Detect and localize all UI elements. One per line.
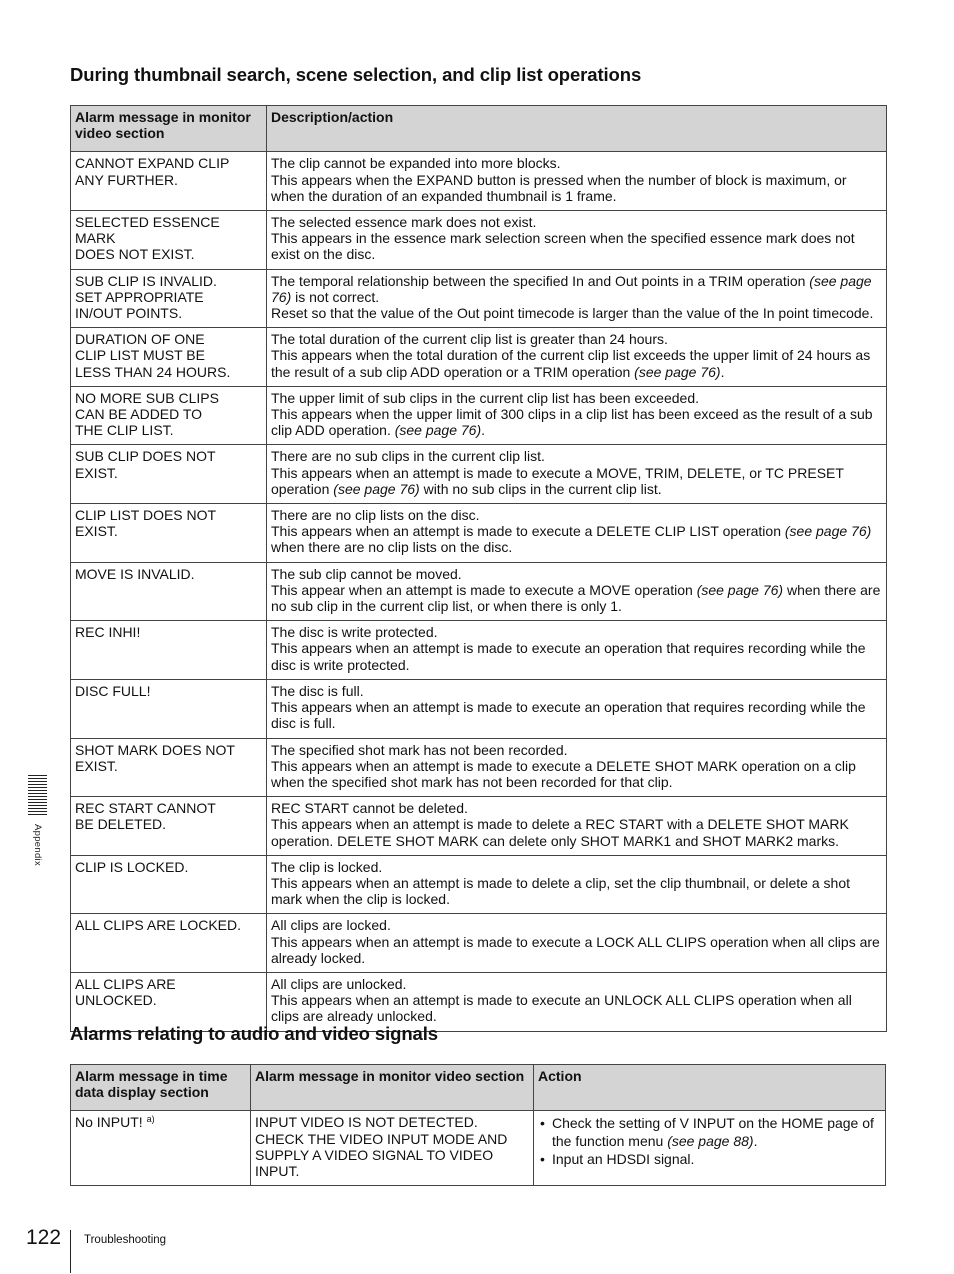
alarm-message-line: EXIST. <box>75 523 118 540</box>
alarm-message-line: DOES NOT EXIST. <box>75 246 195 263</box>
description-cell <box>267 738 887 797</box>
table-row <box>71 152 887 211</box>
header-alarm-message: Alarm message in monitor video section <box>71 106 267 152</box>
alarm-message-cell <box>71 386 267 445</box>
page-reference: (see page 76) <box>394 422 482 439</box>
page-reference: (see page 88) <box>667 1133 754 1150</box>
description-paragraph <box>271 390 882 406</box>
section-title-thumbnail-operations: During thumbnail search, scene selection, and clip list operations <box>70 64 642 85</box>
description-paragraph <box>271 507 882 523</box>
description-cell <box>267 914 887 973</box>
text-run: when there are no sub clip in the current clip list, or when there is only 1. <box>271 581 881 615</box>
alarm-message-cell <box>71 504 267 563</box>
table-row <box>71 269 887 328</box>
alarm-message-line: SHOT MARK DOES NOT <box>75 741 235 758</box>
alarm-message-line: CANNOT EXPAND CLIP <box>75 155 230 172</box>
description-paragraph <box>271 859 882 875</box>
text-run: This appears when an attempt is made to delete a REC START with a DELETE SHOT MARK operation. DELETE SHOT MARK can delete only SHOT MARK1 and SHOT MARK2 marks. <box>271 816 849 849</box>
description-cell <box>267 562 887 621</box>
monitor-message-line: INPUT VIDEO IS NOT DETECTED. <box>255 1114 478 1131</box>
table-row <box>71 621 887 680</box>
description-paragraph <box>271 640 882 672</box>
monitor-message-line: INPUT. <box>255 1163 300 1180</box>
table-row <box>71 855 887 914</box>
alarm-message-line: MOVE IS INVALID. <box>75 565 195 582</box>
text-run: This appears when the EXPAND button is pressed when the number of block is maximum, or when the duration of an expanded thumbnail is 1 frame. <box>271 171 847 204</box>
appendix-tab-marker <box>28 775 47 817</box>
text-run: Reset so that the value of the Out point timecode is larger than the value of the In point timecode. <box>271 305 874 322</box>
text-run: Input an HDSDI signal. <box>552 1151 695 1168</box>
description-paragraph <box>271 624 882 640</box>
sidebar-section-label: Appendix <box>32 824 43 867</box>
text-run: The temporal relationship between the specified In and Out points in a TRIM operation <box>271 272 810 289</box>
description-paragraph <box>271 230 882 262</box>
description-paragraph <box>271 273 882 305</box>
description-paragraph <box>271 155 882 171</box>
monitor-message-cell <box>251 1111 534 1186</box>
description-cell <box>267 269 887 328</box>
text-run: This appears when an attempt is made to execute an operation that requires recording while the disc is full. <box>271 699 866 732</box>
table-header-row <box>71 106 887 152</box>
alarm-message-line: DISC FULL! <box>75 682 151 699</box>
header-action: Action <box>534 1065 886 1111</box>
table-row <box>71 328 887 387</box>
alarm-message-line: REC INHI! <box>75 624 141 641</box>
alarm-message-line: CAN BE ADDED TO <box>75 406 203 423</box>
text-run: This appears when an attempt is made to execute an operation that requires recording while the disc is write protected. <box>271 640 866 673</box>
description-paragraph <box>271 305 882 321</box>
description-cell <box>267 679 887 738</box>
text-run: This appear when an attempt is made to execute a MOVE operation <box>271 581 697 598</box>
text-run: This appears when an attempt is made to execute a DELETE SHOT MARK operation on a clip when the specified shot mark has not been recorded for that clip. <box>271 757 856 790</box>
description-cell <box>267 504 887 563</box>
description-paragraph <box>271 992 882 1024</box>
text-run: All clips are locked. <box>271 917 391 934</box>
page-number: 122 <box>26 1226 62 1249</box>
header-monitor-message: Alarm message in monitor video section <box>251 1065 534 1111</box>
footer-section-name: Troubleshooting <box>84 1234 167 1246</box>
text-run: The disc is full. <box>271 682 364 699</box>
text-run: The sub clip cannot be moved. <box>271 565 462 582</box>
monitor-message-line: SUPPLY A VIDEO SIGNAL TO VIDEO <box>255 1146 494 1163</box>
table-row <box>71 562 887 621</box>
footer-divider <box>70 1230 71 1273</box>
text-run: This appears when an attempt is made to execute an UNLOCK ALL CLIPS operation when all clips are already unlocked. <box>271 992 852 1025</box>
page-reference: (see page 76) <box>333 480 420 497</box>
action-item <box>538 1150 881 1168</box>
text-run: The disc is write protected. <box>271 624 438 641</box>
description-paragraph <box>271 976 882 992</box>
description-cell <box>267 386 887 445</box>
text-run: . <box>481 422 486 439</box>
page-reference: (see page 76) <box>784 523 872 540</box>
description-paragraph <box>271 331 882 347</box>
table-header-row <box>71 1065 886 1111</box>
footnote-marker: a) <box>146 1114 155 1125</box>
action-cell <box>534 1111 886 1186</box>
text-run: . <box>753 1133 758 1150</box>
text-run: The selected essence mark does not exist. <box>271 214 537 231</box>
description-paragraph <box>271 742 882 758</box>
page-reference: (see page 76) <box>634 363 721 380</box>
text-run: This appears when an attempt is made to execute a MOVE, TRIM, DELETE, or TC PRESET operation <box>271 464 844 497</box>
description-paragraph <box>271 816 882 848</box>
text-run: This appears when the total duration of the current clip list exceeds the upper limit of 24 hours as the result of a sub clip ADD operation or a TRIM operation <box>271 347 871 380</box>
table-row <box>71 1111 886 1186</box>
text-run: Check the setting of V INPUT on the HOME page of the function menu <box>552 1115 874 1150</box>
description-paragraph <box>271 172 882 204</box>
alarm-message-line: CLIP IS LOCKED. <box>75 858 189 875</box>
alarm-message-line: ALL CLIPS ARE <box>75 975 176 992</box>
text-run: There are no clip lists on the disc. <box>271 507 480 524</box>
alarm-message-cell <box>71 855 267 914</box>
header-description: Description/action <box>267 106 887 152</box>
alarm-message-line: CLIP LIST MUST BE <box>75 347 205 364</box>
text-run: This appears in the essence mark selection screen when the specified essence mark does not exist on the disc. <box>271 230 855 263</box>
table-row <box>71 738 887 797</box>
alarm-message-cell <box>71 152 267 211</box>
text-run: The total duration of the current clip list is greater than 24 hours. <box>271 331 668 348</box>
time-data-message: No INPUT! <box>75 1114 143 1131</box>
table-row <box>71 504 887 563</box>
header-time-data-message: Alarm message in time data display section <box>71 1065 251 1111</box>
table-row <box>71 386 887 445</box>
alarm-message-line: REC START CANNOT <box>75 800 216 817</box>
alarm-message-cell <box>71 269 267 328</box>
alarm-message-line: SUB CLIP IS INVALID. <box>75 272 217 289</box>
description-paragraph <box>271 800 882 816</box>
alarm-message-line: SUB CLIP DOES NOT <box>75 448 216 465</box>
alarm-message-line: THE CLIP LIST. <box>75 422 174 439</box>
description-paragraph <box>271 406 882 438</box>
description-paragraph <box>271 347 882 379</box>
text-run: The specified shot mark has not been recorded. <box>271 741 568 758</box>
alarm-message-line: ANY FURTHER. <box>75 171 178 188</box>
description-cell <box>267 855 887 914</box>
description-paragraph <box>271 582 882 614</box>
time-data-message-cell <box>71 1111 251 1186</box>
description-paragraph <box>271 699 882 731</box>
description-paragraph <box>271 523 882 555</box>
description-paragraph <box>271 917 882 933</box>
text-run: is not correct. <box>291 288 380 305</box>
audio-video-alarm-table <box>70 1064 886 1186</box>
alarm-message-line: MARK <box>75 230 116 247</box>
alarm-message-line: DURATION OF ONE <box>75 331 205 348</box>
text-run: This appears when an attempt is made to execute a DELETE CLIP LIST operation <box>271 523 785 540</box>
description-paragraph <box>271 934 882 966</box>
alarm-message-cell <box>71 914 267 973</box>
description-cell <box>267 621 887 680</box>
alarm-message-cell <box>71 562 267 621</box>
section-title-audio-video-alarms: Alarms relating to audio and video signals <box>70 1023 438 1044</box>
description-cell <box>267 445 887 504</box>
page-reference: (see page 76) <box>696 581 784 598</box>
description-paragraph <box>271 566 882 582</box>
text-run: This appears when the upper limit of 300 clips in a clip list has been exceed as the result of a sub clip ADD operation. <box>271 406 873 439</box>
page-reference: (see page 76) <box>271 272 872 305</box>
alarm-message-cell <box>71 445 267 504</box>
alarm-message-line: SET APPROPRIATE <box>75 288 204 305</box>
description-cell <box>267 152 887 211</box>
text-run: There are no sub clips in the current clip list. <box>271 448 545 465</box>
description-paragraph <box>271 683 882 699</box>
table-row <box>71 679 887 738</box>
alarm-message-line: IN/OUT POINTS. <box>75 305 183 322</box>
alarm-message-cell <box>71 621 267 680</box>
text-run: This appears when an attempt is made to delete a clip, set the clip thumbnail, or delete a shot mark when the clip is locked. <box>271 874 850 908</box>
description-paragraph <box>271 758 882 790</box>
text-run: . <box>720 363 725 380</box>
table-row <box>71 211 887 270</box>
alarm-message-line: NO MORE SUB CLIPS <box>75 389 219 406</box>
description-cell <box>267 328 887 387</box>
alarm-message-line: BE DELETED. <box>75 816 167 833</box>
table-row <box>71 797 887 856</box>
alarm-message-line: EXIST. <box>75 464 118 481</box>
description-cell <box>267 797 887 856</box>
alarm-message-cell <box>71 738 267 797</box>
alarm-message-cell <box>71 797 267 856</box>
text-run: with no sub clips in the current clip list. <box>419 480 662 497</box>
alarm-message-line: LESS THAN 24 HOURS. <box>75 363 231 380</box>
description-paragraph <box>271 448 882 464</box>
alarm-message-line: CLIP LIST DOES NOT <box>75 507 217 524</box>
alarm-message-cell <box>71 211 267 270</box>
monitor-message-line: CHECK THE VIDEO INPUT MODE AND <box>255 1130 508 1147</box>
text-run: The upper limit of sub clips in the current clip list has been exceeded. <box>271 389 700 406</box>
description-paragraph <box>271 875 882 907</box>
text-run: The clip cannot be expanded into more blocks. <box>271 155 561 172</box>
description-paragraph <box>271 465 882 497</box>
text-run: when there are no clip lists on the disc. <box>271 539 513 556</box>
alarm-message-line: ALL CLIPS ARE LOCKED. <box>75 917 241 934</box>
alarm-message-line: UNLOCKED. <box>75 992 157 1009</box>
description-cell <box>267 211 887 270</box>
text-run: This appears when an attempt is made to execute a LOCK ALL CLIPS operation when all clips are already locked. <box>271 933 880 966</box>
table-row <box>71 914 887 973</box>
alarm-message-cell <box>71 328 267 387</box>
table-row <box>71 445 887 504</box>
text-run: REC START cannot be deleted. <box>271 800 468 817</box>
action-item <box>538 1114 881 1150</box>
thumbnail-alarm-table-body <box>71 152 887 1031</box>
alarm-message-line: SELECTED ESSENCE <box>75 214 220 231</box>
description-paragraph <box>271 214 882 230</box>
text-run: All clips are unlocked. <box>271 975 407 992</box>
action-list <box>538 1114 881 1168</box>
alarm-message-line: EXIST. <box>75 757 118 774</box>
thumbnail-alarm-table <box>70 105 887 1032</box>
text-run: The clip is locked. <box>271 858 383 875</box>
alarm-message-cell <box>71 679 267 738</box>
